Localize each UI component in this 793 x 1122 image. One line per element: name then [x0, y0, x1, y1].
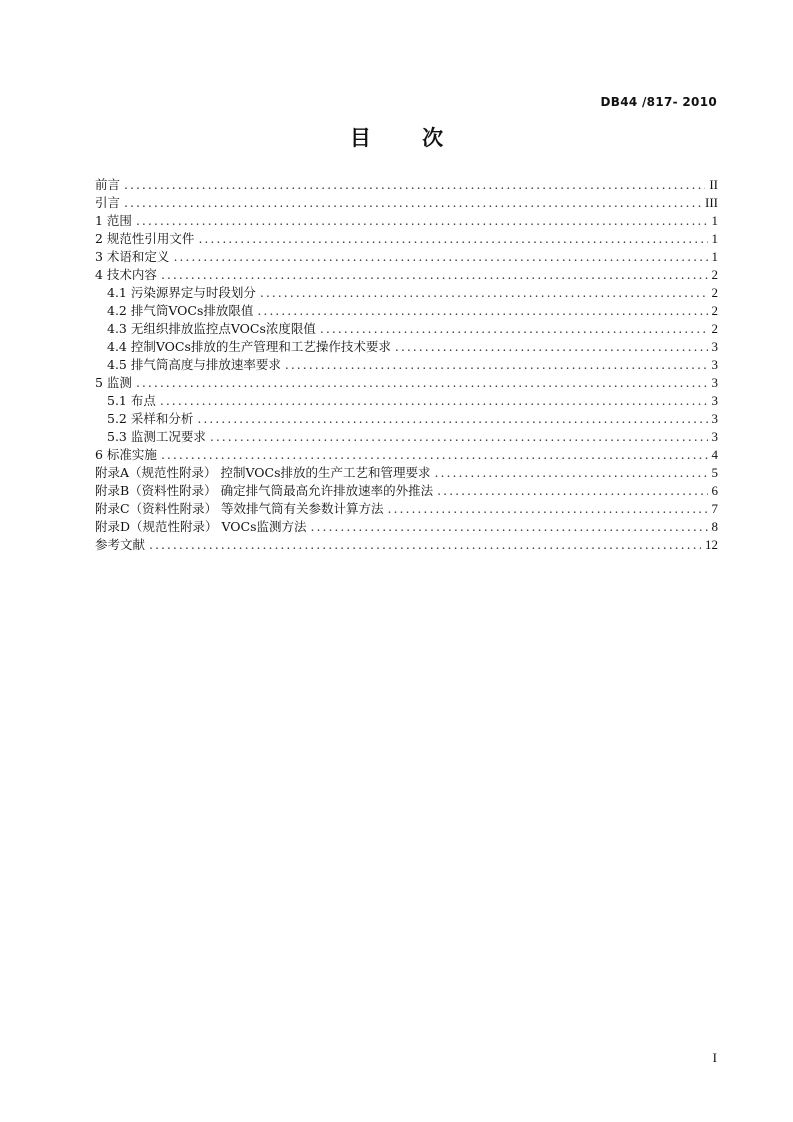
toc-entry-label: 3 术语和定义: [95, 249, 170, 264]
toc-entry-page: 3: [711, 411, 718, 426]
toc-entry-label: 5 监测: [95, 375, 132, 390]
toc-entry-label: 5.3 监测工况要求: [107, 429, 206, 444]
table-of-contents: [95, 176, 718, 554]
toc-subentry[interactable]: [95, 410, 718, 428]
toc-entry-page: 3: [711, 393, 718, 408]
toc-entry-label: 4.3 无组织排放监控点VOCs浓度限值: [107, 321, 316, 336]
toc-entry-label: 5.1 布点: [107, 393, 156, 408]
toc-entry-label: 引言: [95, 195, 121, 210]
toc-entry-label: 4.1 污染源界定与时段划分: [107, 285, 256, 300]
toc-entry[interactable]: [95, 482, 718, 500]
toc-subentry[interactable]: [95, 338, 718, 356]
toc-entry-page: 3: [711, 429, 718, 444]
toc-entry-page: 2: [711, 267, 718, 282]
toc-entry[interactable]: [95, 176, 718, 194]
dot-leader: [210, 428, 708, 446]
toc-subentry[interactable]: [95, 356, 718, 374]
toc-entry-page: 4: [711, 447, 718, 462]
toc-entry-page: 8: [711, 519, 718, 534]
dot-leader: [197, 410, 707, 428]
dot-leader: [437, 482, 707, 500]
toc-subentry[interactable]: [95, 302, 718, 320]
toc-entry[interactable]: [95, 536, 718, 554]
toc-entry[interactable]: [95, 518, 718, 536]
toc-entry[interactable]: [95, 464, 718, 482]
dot-leader: [320, 320, 708, 338]
toc-entry-page: 2: [711, 303, 718, 318]
toc-entry[interactable]: [95, 500, 718, 518]
toc-entry-page: 7: [711, 501, 718, 516]
toc-entry-page: 1: [711, 231, 718, 246]
toc-entry[interactable]: [95, 248, 718, 266]
toc-entry-label: 1 范围: [95, 213, 132, 228]
toc-entry-label: 2 规范性引用文件: [95, 231, 195, 246]
toc-entry-label: 5.2 采样和分析: [107, 411, 194, 426]
toc-entry[interactable]: [95, 230, 718, 248]
toc-entry-page: 2: [711, 285, 718, 300]
dot-leader: [260, 284, 708, 302]
document-code: DB44 /817- 2010: [600, 95, 717, 109]
toc-subentry[interactable]: [95, 284, 718, 302]
dot-leader: [388, 500, 708, 518]
toc-entry-label: 6 标准实施: [95, 447, 157, 462]
toc-entry-label: 4.5 排气筒高度与排放速率要求: [107, 357, 281, 372]
toc-entry-page: 1: [711, 249, 718, 264]
page-title: 目 次: [349, 126, 466, 150]
toc-entry-page: III: [705, 195, 718, 210]
toc-entry[interactable]: [95, 212, 718, 230]
toc-entry-label: 附录B（资料性附录） 确定排气筒最高允许排放速率的外推法: [95, 483, 434, 498]
toc-entry-label: 附录A（规范性附录） 控制VOCs排放的生产工艺和管理要求: [95, 465, 431, 480]
toc-entry[interactable]: [95, 374, 718, 392]
dot-leader: [136, 212, 708, 230]
dot-leader: [124, 194, 701, 212]
dot-leader: [161, 446, 708, 464]
toc-entry-page: II: [709, 177, 718, 192]
toc-subentry[interactable]: [95, 320, 718, 338]
toc-entry-label: 附录D（规范性附录） VOCs监测方法: [95, 519, 307, 534]
toc-entry-page: 3: [711, 339, 718, 354]
toc-subentry[interactable]: [95, 428, 718, 446]
toc-entry-page: 3: [711, 375, 718, 390]
dot-leader: [173, 248, 707, 266]
dot-leader: [124, 176, 705, 194]
toc-entry-page: 3: [711, 357, 718, 372]
toc-entry-label: 前言: [95, 177, 121, 192]
toc-entry-label: 参考文献: [95, 537, 146, 552]
toc-entry-label: 4.2 排气筒VOCs排放限值: [107, 303, 254, 318]
toc-entry-page: 2: [711, 321, 718, 336]
toc-entry-page: 12: [705, 537, 718, 552]
toc-entry[interactable]: [95, 446, 718, 464]
dot-leader: [149, 536, 701, 554]
toc-entry-label: 4.4 控制VOCs排放的生产管理和工艺操作技术要求: [107, 339, 391, 354]
toc-subentry[interactable]: [95, 392, 718, 410]
toc-entry-page: 1: [711, 213, 718, 228]
dot-leader: [257, 302, 707, 320]
dot-leader: [198, 230, 707, 248]
toc-entry[interactable]: [95, 266, 718, 284]
dot-leader: [285, 356, 708, 374]
dot-leader: [435, 464, 708, 482]
page-number: I: [712, 1050, 717, 1065]
toc-entry[interactable]: [95, 194, 718, 212]
dot-leader: [136, 374, 708, 392]
dot-leader: [160, 392, 708, 410]
dot-leader: [161, 266, 708, 284]
toc-entry-page: 6: [711, 483, 718, 498]
toc-entry-label: 4 技术内容: [95, 267, 157, 282]
dot-leader: [311, 518, 708, 536]
toc-entry-page: 5: [711, 465, 718, 480]
dot-leader: [395, 338, 708, 356]
toc-entry-label: 附录C（资料性附录） 等效排气筒有关参数计算方法: [95, 501, 384, 516]
